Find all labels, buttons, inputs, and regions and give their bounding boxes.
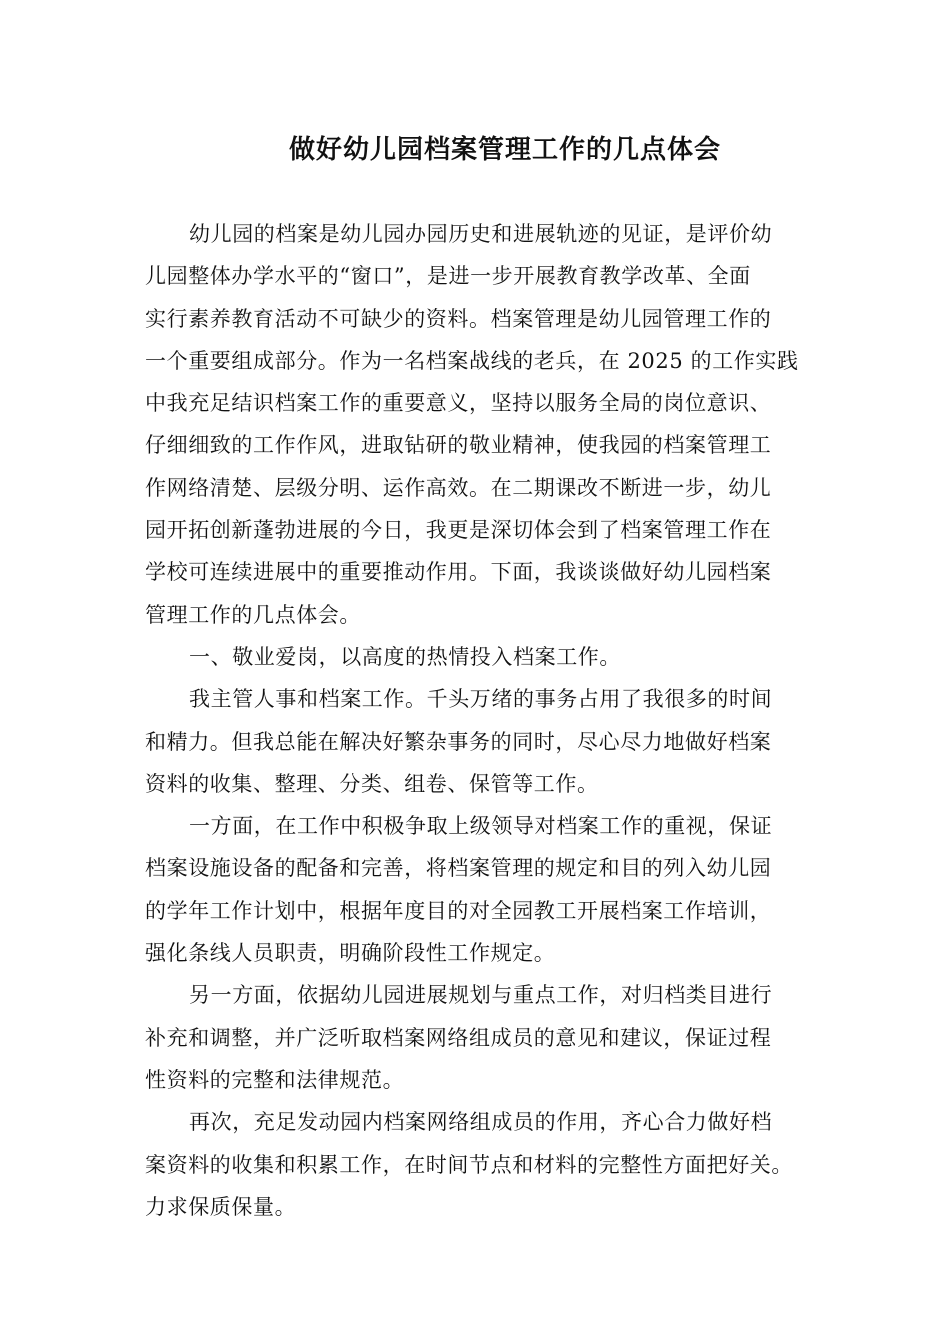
text-line: 仔细细致的工作作风，进取钻研的敬业精神，使我园的档案管理工	[145, 433, 772, 458]
text-line: 我主管人事和档案工作。千头万绪的事务占用了我很多的时间	[189, 687, 773, 712]
text-line: 一个重要组成部分。作为一名档案战线的老兵，在 2025 的工作实践	[145, 348, 799, 373]
text-line: 作网络清楚、层级分明、运作高效。在二期课改不断进一步，幼儿	[145, 475, 772, 500]
document-title: 做好幼儿园档案管理工作的几点体会	[288, 135, 721, 165]
text-line: 性资料的完整和法律规范。	[145, 1067, 405, 1092]
text-line: 学校可连续进展中的重要推动作用。下面，我谈谈做好幼儿园档案	[145, 560, 772, 585]
text-line: 补充和调整，并广泛听取档案网络组成员的意见和建议，保证过程	[145, 1025, 772, 1050]
text-line: 实行素养教育活动不可缺少的资料。档案管理是幼儿园管理工作的	[145, 306, 772, 331]
text-line: 幼儿园的档案是幼儿园办园历史和进展轨迹的见证，是评价幼	[189, 222, 773, 246]
text-line: 儿园整体办学水平的“窗口”，是进一步开展教育教学改革、全面	[145, 264, 751, 289]
document-body	[145, 213, 810, 1228]
text-line: 力求保质保量。	[145, 1194, 297, 1219]
text-line: 再次，充足发动园内档案网络组成员的作用，齐心合力做好档	[189, 1110, 773, 1135]
text-line: 的学年工作计划中，根据年度目的对全园教工开展档案工作培训，	[145, 898, 772, 923]
section-heading: 一、敬业爱岗，以高度的热情投入档案工作。	[189, 644, 621, 669]
text-line: 一方面，在工作中积极争取上级领导对档案工作的重视，保证	[189, 814, 773, 839]
text-line: 和精力。但我总能在解决好繁杂事务的同时，尽心尽力地做好档案	[145, 729, 772, 754]
text-line: 资料的收集、整理、分类、组卷、保管等工作。	[145, 771, 599, 796]
text-line: 另一方面，依据幼儿园进展规划与重点工作，对归档类目进行	[189, 983, 773, 1008]
text-line: 中我充足结识档案工作的重要意义，坚持以服务全局的岗位意识、	[145, 391, 772, 416]
text-line: 园开拓创新蓬勃进展的今日，我更是深切体会到了档案管理工作在	[145, 518, 772, 543]
text-line: 强化条线人员职责，明确阶段性工作规定。	[145, 941, 556, 966]
text-line: 案资料的收集和积累工作，在时间节点和材料的完整性方面把好关。	[145, 1152, 793, 1177]
text-line: 管理工作的几点体会。	[145, 602, 361, 627]
text-line: 档案设施设备的配备和完善，将档案管理的规定和目的列入幼儿园	[145, 856, 772, 881]
